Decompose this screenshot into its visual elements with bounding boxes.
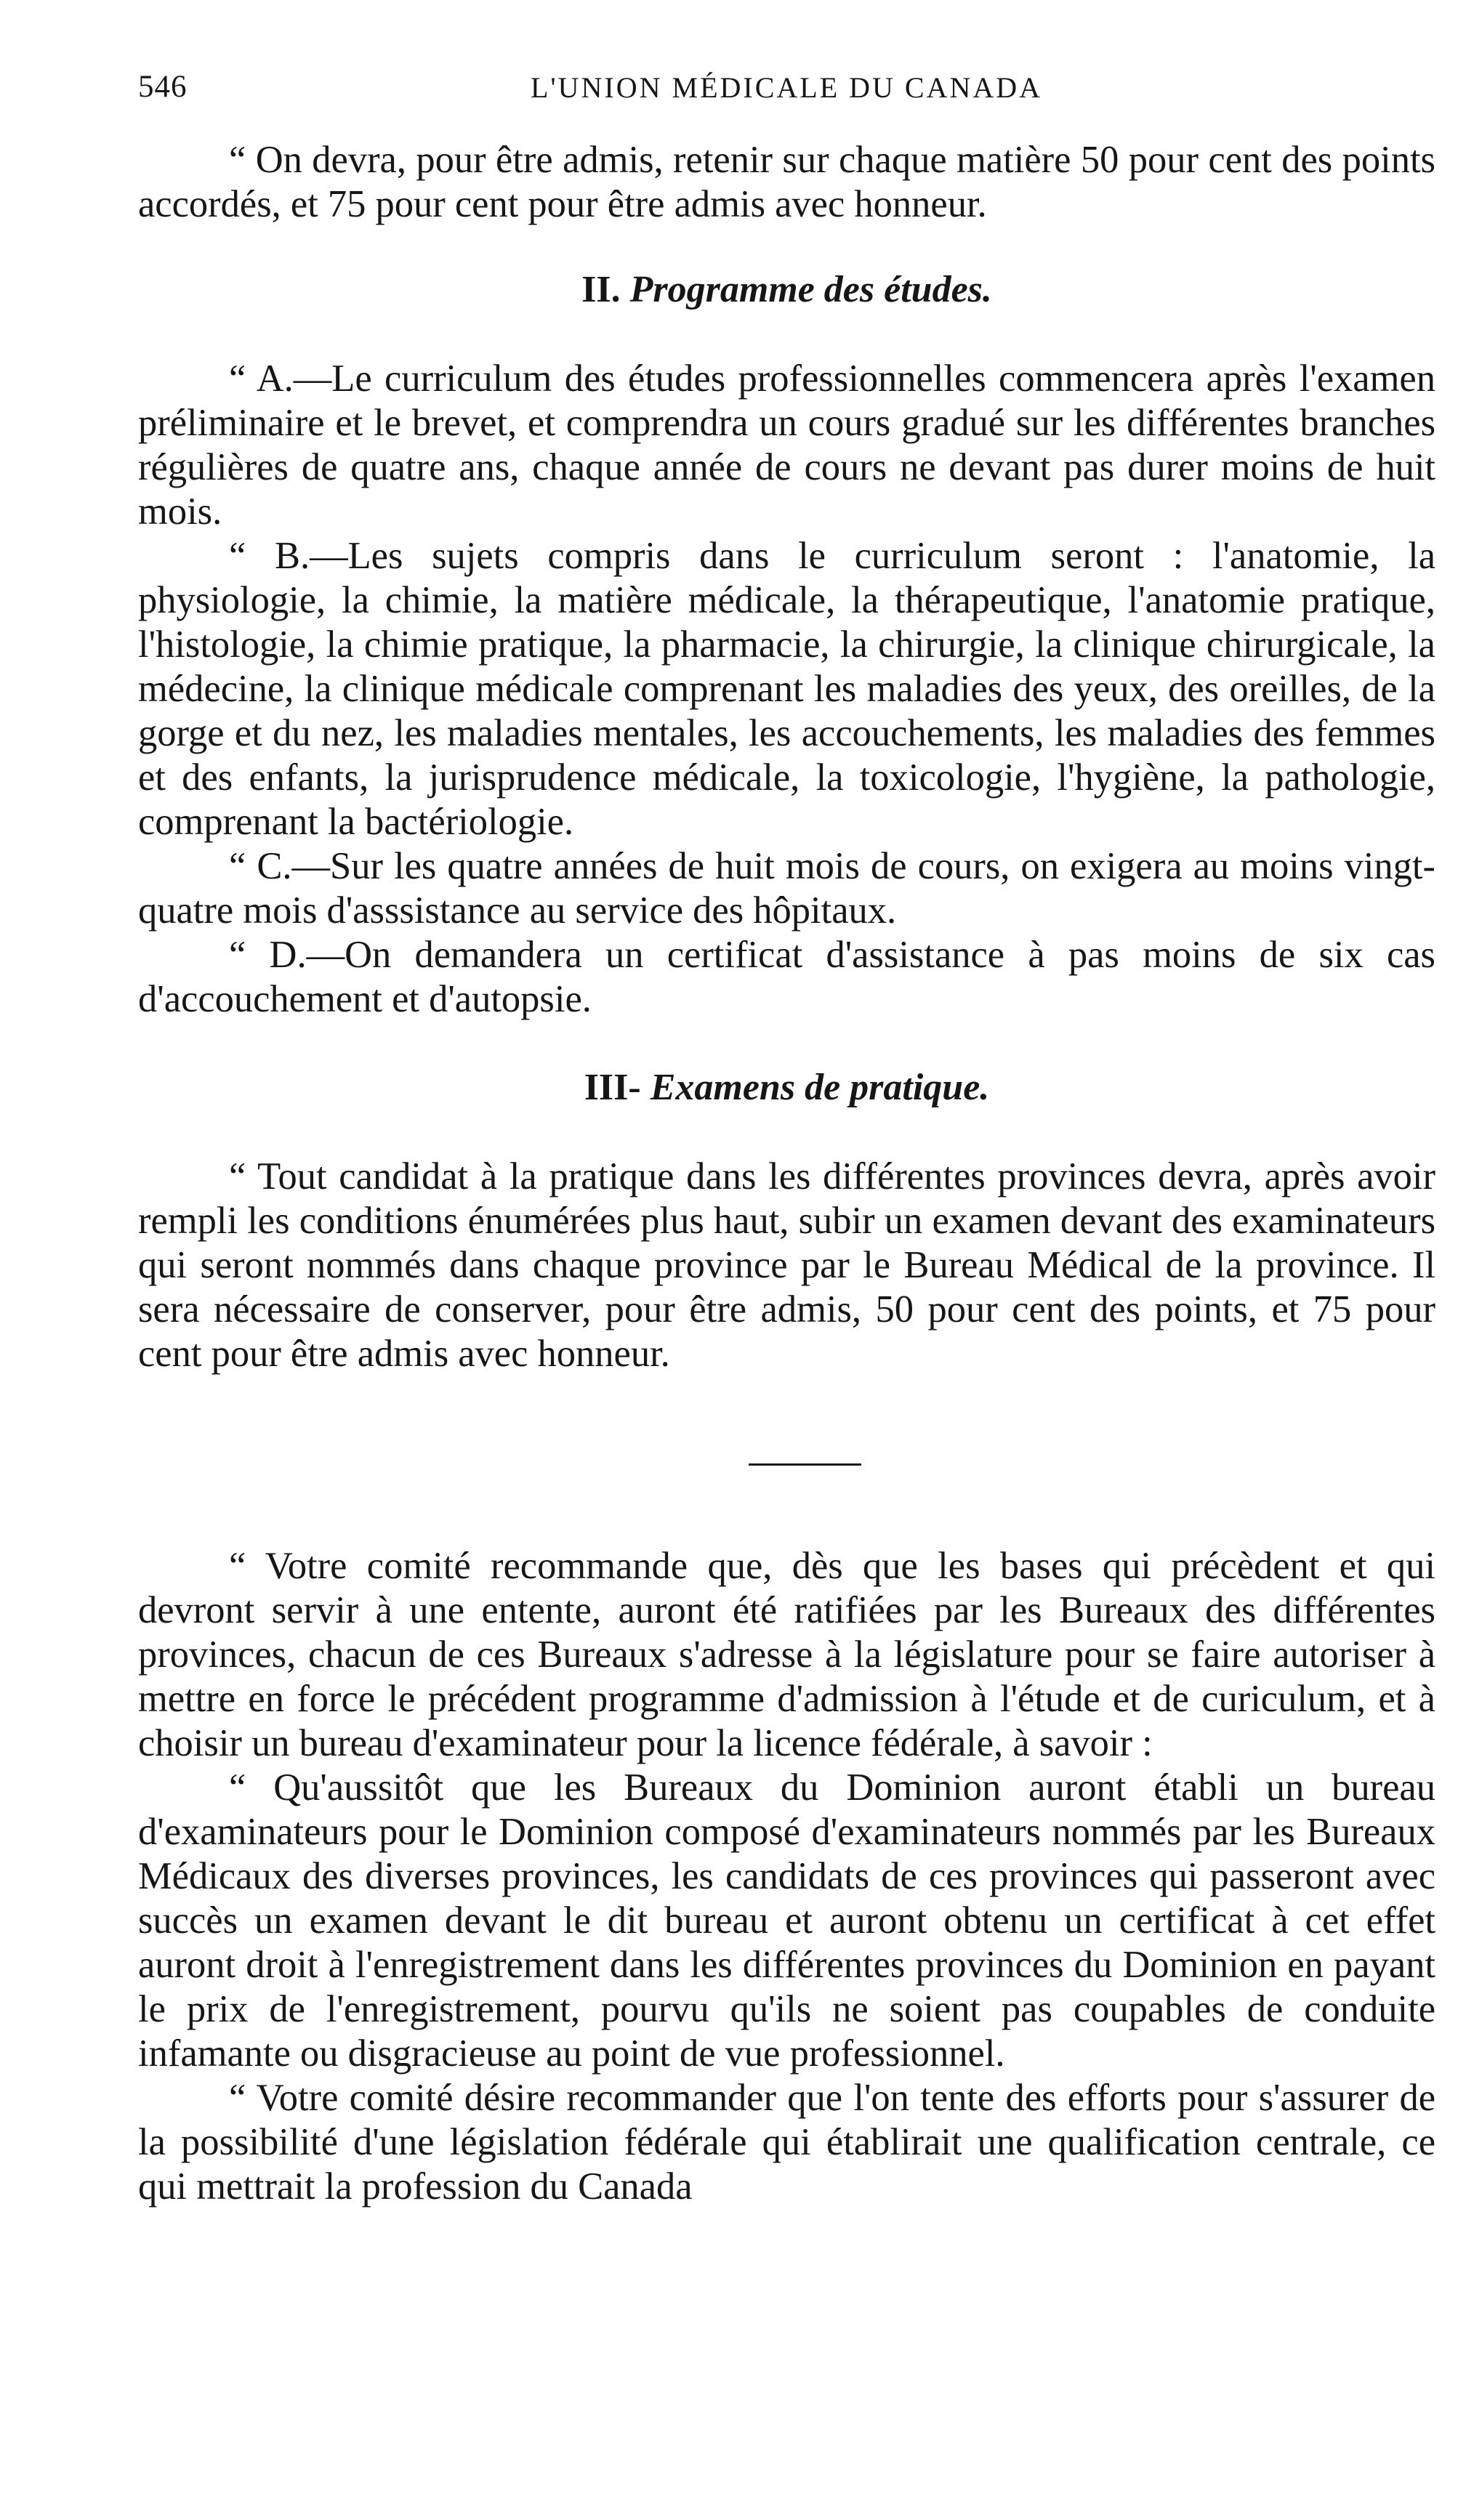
spacer [138,1468,1435,1544]
page-number: 546 [138,70,188,104]
paragraph-comite-desire: “ Votre comité désire recommander que l'on tente des efforts pour s'assurer de la possibilité d'une législation fédérale qui établirait une qualification centrale, ce qui mettrait la profession du Canada [138,2077,1435,2208]
section-title: Programme des études. [629,269,992,310]
spacer [138,1110,1435,1155]
paragraph-comite-recommande: “ Votre comité recommande que, dès que les bases qui précèdent et qui devront servir à une entente, auront été ratifiées par les Bureaux des différentes provinces, chacun de ces Bureaux s'adresse à la législature pour se faire autoriser à mettre en force le précédent programme d'admission à l'étude et de curiculum, et à choisir un bureau d'examinateur pour la licence fédérale, à savoir : [138,1545,1435,1764]
section-number: II. [581,269,621,310]
paragraph-c: “ C.—Sur les quatre années de huit mois de cours, on exigera au moins vingt-quatre mois d'asssistance au service des hôpitaux. [138,845,1435,932]
paragraph-b: “ B.—Les sujets compris dans le curriculum seront : l'anatomie, la physiologie, la chimie, la matière médicale, la thérapeutique, l'anatomie pratique, l'histologie, la chimie pratique, la pharmacie, la chirurgie, la clinique chirurgicale, la médecine, la clinique médicale comprenant les maladies des yeux, des oreilles, de la gorge et du nez, les maladies mentales, les accouchements, les maladies des femmes et des enfants, la jurisprudence médicale, la toxicologie, l'hygiène, la pathologie, comprenant la bactériologie. [138,535,1435,843]
paragraph-pratique: “ Tout candidat à la pratique dans les différentes provinces devra, après avoir rempli les conditions énumérées plus haut, subir un examen devant des examinateurs qui seront nommés dans chaque province par le Bureau Médical de la province. Il sera nécessaire de conserver, pour être admis, 50 pour cent des points, et 75 pour cent pour être admis avec honneur. [138,1155,1435,1375]
spacer [138,1376,1435,1463]
running-title: L'UNION MÉDICALE DU CANADA [531,71,1043,104]
section-title: Examens de pratique. [650,1067,990,1108]
spacer [138,312,1435,357]
section-heading-pratique [138,1065,1435,1110]
page-body [138,138,1435,2209]
separator-wrap [138,1463,1435,1468]
section-heading-programme [138,267,1435,312]
spacer [138,227,1435,267]
paragraph-intro: “ On devra, pour être admis, retenir sur chaque matière 50 pour cent des points accordés, et 75 pour cent pour être admis avec honneur. [138,139,1435,225]
paragraph-bureaux-dominion: “ Qu'aussitôt que les Bureaux du Dominion auront établi un bureau d'examinateurs pour le Dominion composé d'examinateurs nommés par les Bureaux Médicaux des diverses provinces, les candidats de ces provinces qui passeront avec succès un examen devant le dit bureau et auront obtenu un certificat à cet effet auront droit à l'enregistrement dans les différentes provinces du Dominion en payant le prix de l'enregistrement, pourvu qu'ils ne soient pas coupables de conduite infamante ou disgracieuse au point de vue professionnel. [138,1766,1435,2075]
paragraph-a: “ A.—Le curriculum des études professionnelles commencera après l'examen préliminaire et le brevet, et comprendra un cours gradué sur les différentes branches régulières de quatre ans, chaque année de cours ne devant pas durer moins de huit mois. [138,358,1435,533]
separator-rule [749,1463,861,1466]
page-header [138,69,1432,113]
section-number: III- [584,1067,641,1108]
spacer [138,1022,1435,1065]
paragraph-d: “ D.—On demandera un certificat d'assistance à pas moins de six cas d'accouchement et d'autopsie. [138,934,1435,1020]
